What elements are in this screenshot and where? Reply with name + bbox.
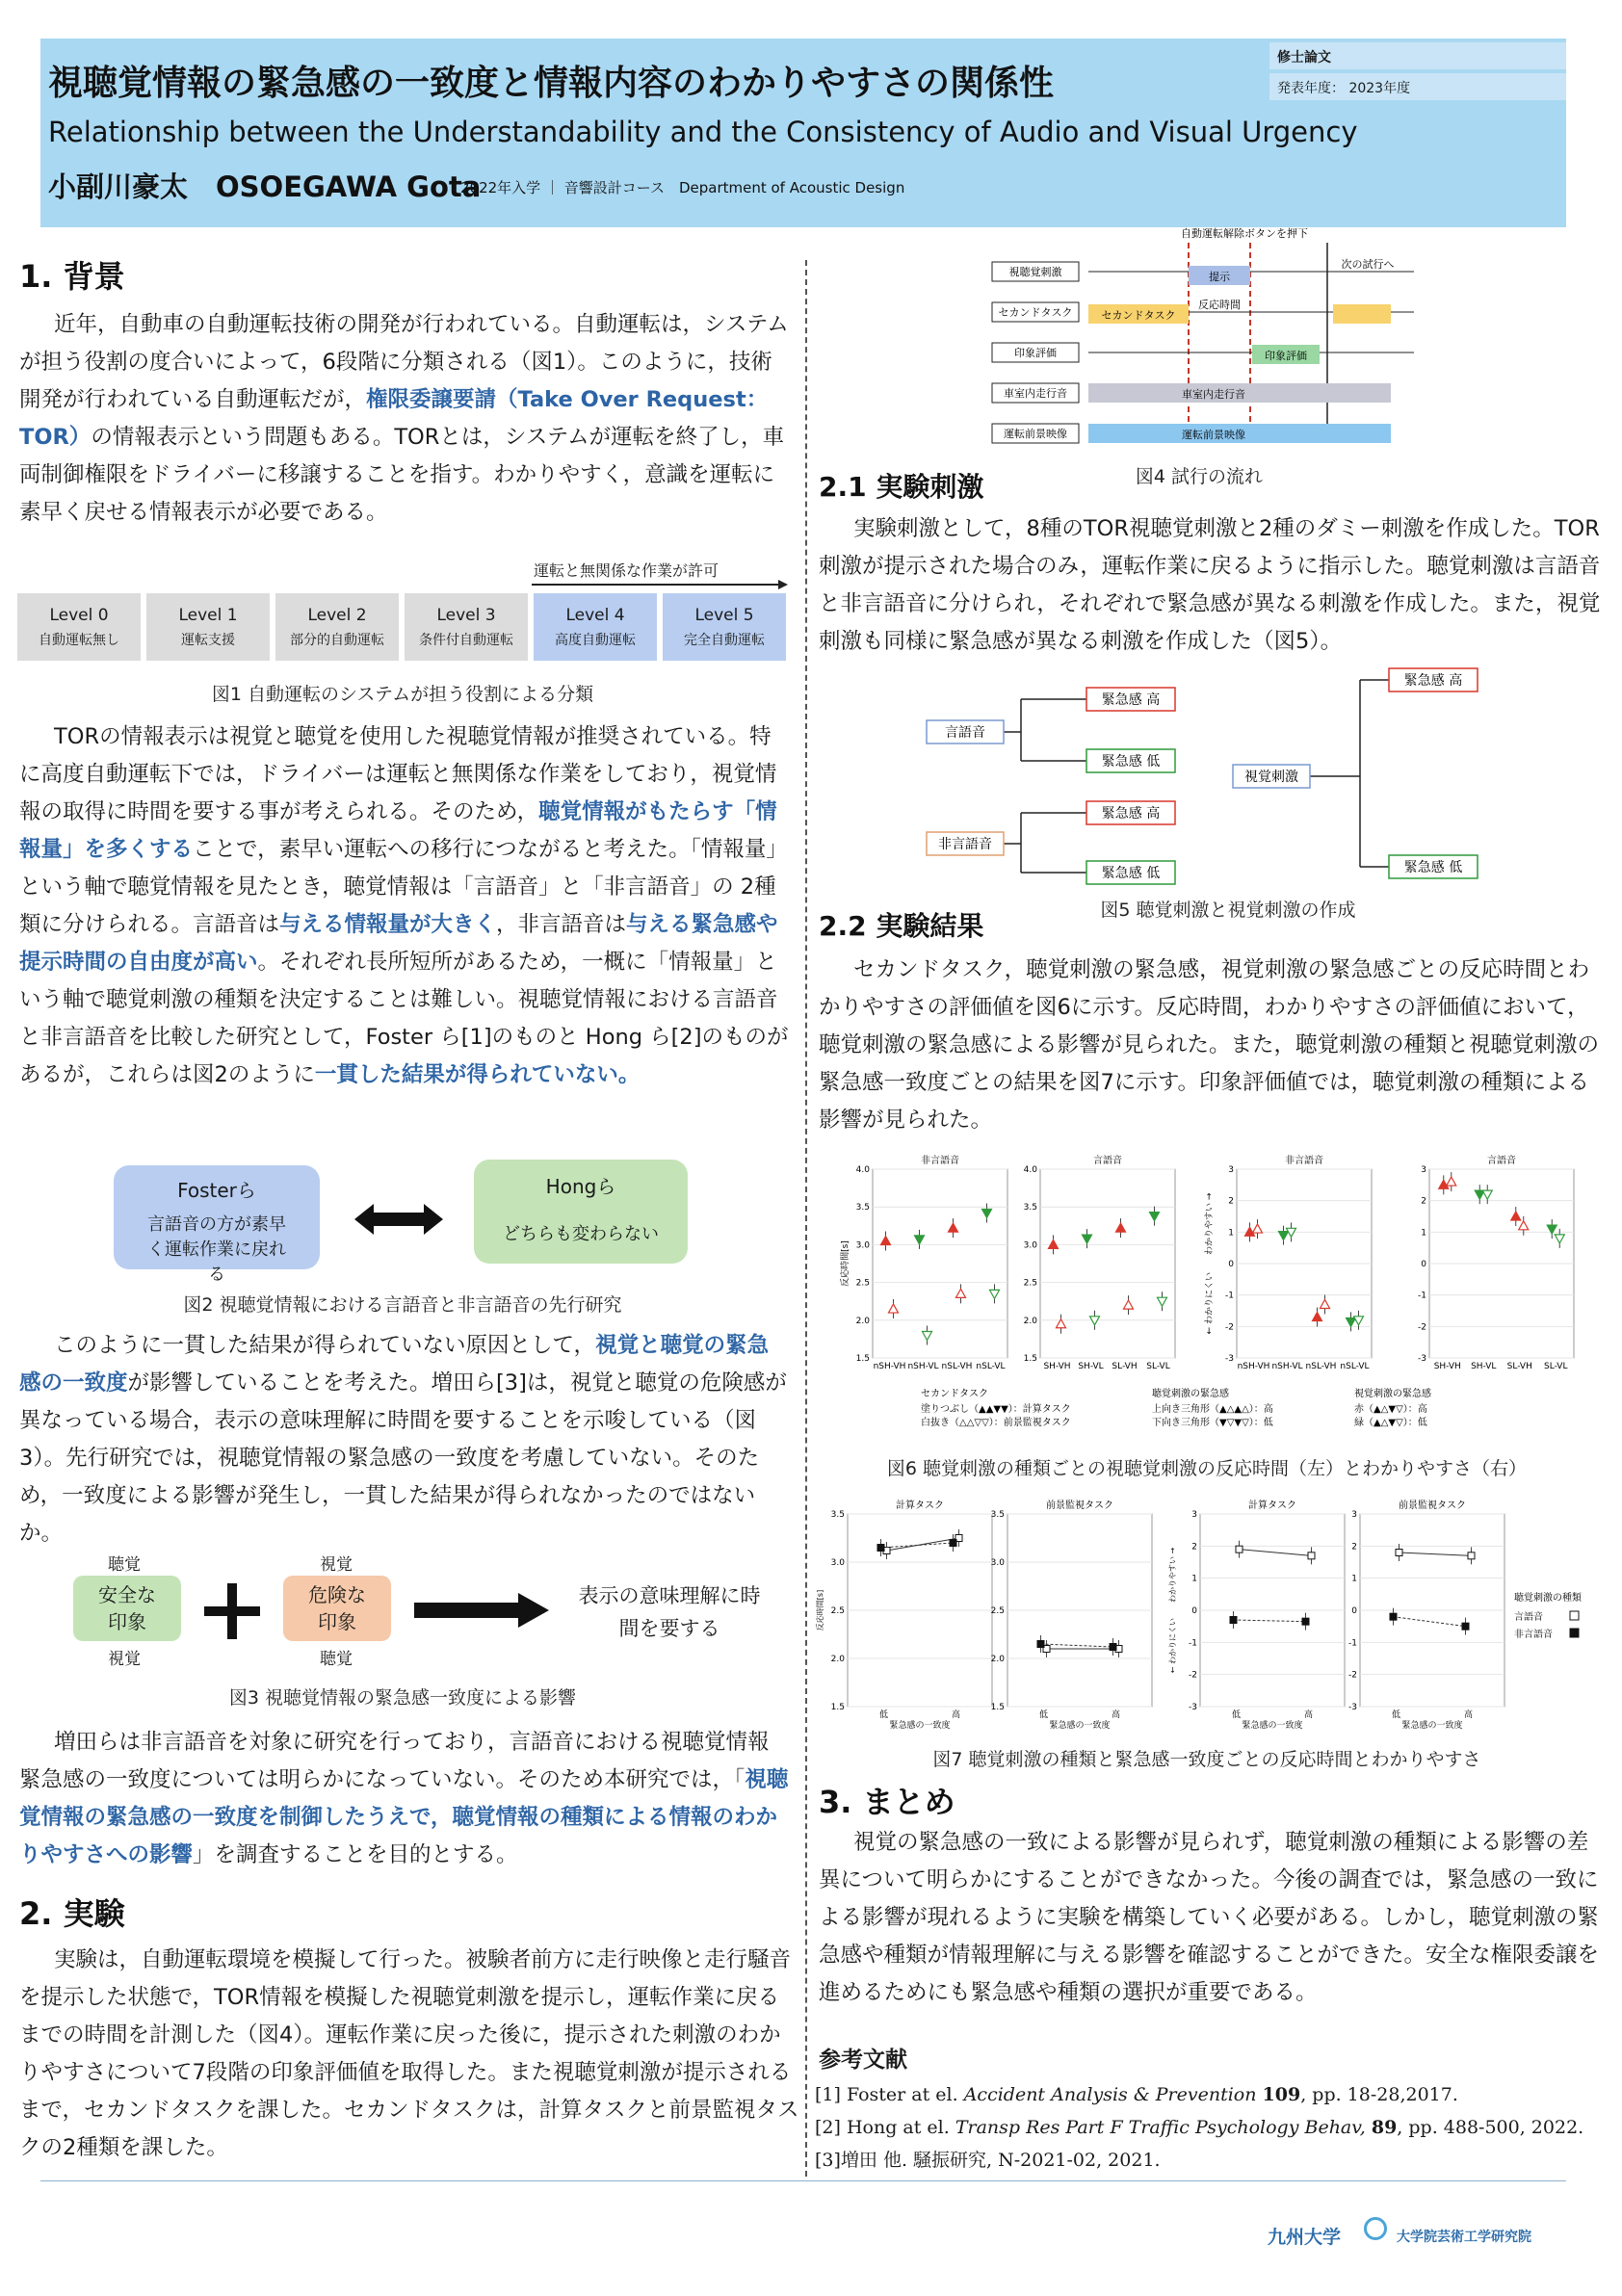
y-axis-label: ← わかりにくい わかりやすい →: [1205, 1192, 1215, 1335]
section2-heading: 2. 実験: [19, 1895, 125, 1932]
legend-item: 上向き三角形（▲△▲△）：高: [1152, 1404, 1273, 1415]
text: ，非言語音は: [496, 912, 627, 937]
fig4-timeline: [982, 227, 1416, 476]
fig2-foster-title: Fosterら: [177, 1179, 256, 1202]
x-tick-label: 低: [1231, 1710, 1242, 1720]
section21-paragraph: 実験刺激として，8種のTOR視聴覚刺激と2種のダミー刺激を作成した。TOR刺激が提示された場合のみ，運転作業に戻るように指示した。聴覚刺激は言語音と非言語音に分けられ，それぞれで緊急感が異なる刺激を作成した。また，視覚刺激も同様に緊急感が異なる刺激を作成した（図5）。: [819, 516, 1601, 654]
y-tick-label: -2: [1189, 1670, 1197, 1681]
fig4-cabin: 車室内走行音: [1182, 388, 1245, 401]
fig2-hong-text: どちらも変わらない: [503, 1224, 659, 1244]
refs-heading: 参考文献: [819, 2048, 907, 2073]
level-box: [275, 593, 399, 661]
ref-text: , pp. 488-500, 2022.: [1397, 2117, 1584, 2138]
y-tick-label: -1: [1225, 1291, 1234, 1301]
poster-title-en: Relationship between the Understandability and the Consistency of Audio and Visual Urgency: [48, 116, 1358, 148]
legend-item: 言語音: [1514, 1612, 1543, 1623]
y-tick-label: 2.0: [855, 1316, 870, 1326]
y-tick-label: 4.0: [855, 1165, 870, 1175]
x-tick-label: 低: [1038, 1710, 1049, 1720]
data-point: [1302, 1618, 1309, 1625]
plot-title: 非言語音: [1285, 1156, 1323, 1166]
thesis-year: 発表年度： 2023年度: [1269, 73, 1566, 100]
y-tick-label: 3: [1421, 1165, 1426, 1175]
footer-school: 大学院芸術工学研究院: [1397, 2230, 1531, 2245]
section3-heading: 3. まとめ: [819, 1784, 955, 1820]
level-box: [17, 593, 141, 661]
x-tick-label: 高: [1463, 1710, 1474, 1720]
x-tick-label: nSH-VL: [907, 1362, 939, 1371]
level-box: [534, 593, 657, 661]
data-point: [1462, 1623, 1469, 1630]
y-tick-label: 3.0: [990, 1558, 1005, 1568]
y-tick-label: 2.5: [1023, 1278, 1037, 1289]
x-tick-label: nSH-VL: [1271, 1362, 1303, 1371]
legend-title: 聴覚刺激の種類: [1514, 1593, 1582, 1604]
y-tick-label: -2: [1225, 1322, 1234, 1333]
y-tick-label: 2: [1191, 1542, 1197, 1552]
x-axis-label: 緊急感の一致度: [1049, 1721, 1111, 1731]
ref-text: [3]増田 他. 騒振研究, N-2021-02, 2021.: [815, 2150, 1161, 2171]
fig5-visual: 視覚刺激: [1244, 770, 1298, 785]
fig5-nonspeech: 非言語音: [938, 837, 992, 852]
fig3-plus-icon: [204, 1583, 260, 1639]
y-tick-label: 2: [1351, 1542, 1357, 1552]
text: 増田らは非言語音を対象に研究を行っており，言語音における視聴覚情報緊急感の一致度については明らかになっていない。そのため本研究では，「: [19, 1730, 770, 1792]
y-tick-label: 3.5: [1023, 1203, 1037, 1213]
legend-item: 緑（▲△▼▽）：低: [1354, 1418, 1427, 1428]
fig5-high: 緊急感 高: [1403, 673, 1463, 689]
ref-vol: 89: [1371, 2117, 1398, 2138]
y-tick-label: 3: [1351, 1510, 1357, 1520]
highlight-text: 聴覚情報がもたらす「情報量」を多くする: [19, 799, 777, 862]
legend-item: 塗りつぶし（▲▲▼▼）：計算タスク: [921, 1404, 1071, 1415]
y-tick-label: -2: [1418, 1322, 1426, 1333]
section21-heading: 2.1 実験刺激: [819, 471, 984, 503]
y-tick-label: -2: [1348, 1670, 1357, 1681]
y-tick-label: 2: [1228, 1196, 1234, 1207]
level-box: [663, 593, 786, 661]
text: このように一貫した結果が得られていない原因として，: [54, 1333, 596, 1358]
x-tick-label: 高: [951, 1710, 961, 1720]
data-point: [1230, 1617, 1237, 1624]
ref-text: [2] Hong at el.: [815, 2117, 955, 2138]
data-point: [1468, 1552, 1475, 1559]
fig3-safe-box: 安全な印象: [73, 1576, 181, 1641]
section3-paragraph: 視覚の緊急感の一致による影響が見られず，聴覚刺激の種類による影響の差異について明らかにすることができなかった。今後の調査では，緊急感の一致による影響が現れるように実験を構築していく必要がある。しかし，聴覚刺激の緊急感や種類が情報理解に与える影響を確認することができた。安全な権限委譲を進めるためにも緊急感や種類の選択が重要である。: [819, 1830, 1600, 2005]
y-tick-label: 2: [1421, 1196, 1426, 1207]
x-tick-label: nSH-VH: [1237, 1362, 1270, 1371]
fig5-high: 緊急感 高: [1101, 692, 1161, 708]
x-tick-label: SL-VH: [1506, 1362, 1532, 1371]
footer-univ: 九州大学: [1268, 2227, 1342, 2248]
fig3-caption: 図3 視聴覚情報の緊急感一致度による影響: [228, 1687, 577, 1709]
fig4-row-label: 車室内走行音: [1004, 387, 1067, 400]
reference-item: [815, 2078, 1600, 2111]
level-desc: 自動運転無し: [39, 633, 119, 648]
y-tick-label: 3.5: [990, 1510, 1005, 1520]
y-tick-label: 1.5: [855, 1354, 870, 1364]
legend-marker: [1570, 1611, 1579, 1620]
footer-logo-icon: [1364, 2217, 1387, 2240]
y-axis-label: 反応時間[s]: [816, 1589, 824, 1631]
y-tick-label: -1: [1418, 1291, 1426, 1301]
section22-heading: 2.2 実験結果: [819, 910, 984, 942]
legend-item: 下向き三角形（▼▽▼▽）：低: [1152, 1418, 1273, 1428]
highlight-text: 視覚と聴覚の緊急感の一致度: [19, 1333, 770, 1396]
fig2-caption: 図2 視聴覚情報における言語音と非言語音の先行研究: [183, 1294, 622, 1316]
legend-item: 白抜き（△△▽▽）：前景監視タスク: [921, 1418, 1071, 1428]
section1-paragraph1: [19, 306, 790, 532]
fig2-foster-text: 言語音の方が素早く運転作業に戻れる: [147, 1214, 286, 1285]
fig5-low: 緊急感 低: [1101, 754, 1161, 770]
y-tick-label: -1: [1189, 1638, 1197, 1649]
section1-paragraph4: [19, 1724, 790, 1874]
x-tick-label: nSL-VH: [941, 1362, 973, 1371]
y-tick-label: 1.5: [990, 1703, 1005, 1712]
level-name: Level 3: [436, 606, 496, 625]
legend-title: セカンドタスク: [921, 1389, 988, 1399]
x-tick-label: SL-VL: [1544, 1362, 1568, 1371]
text: 」を調査することを目的とする。: [193, 1842, 518, 1867]
fig5-high: 緊急感 高: [1101, 806, 1161, 822]
fig5-low: 緊急感 低: [1101, 866, 1161, 881]
x-tick-label: 低: [878, 1710, 889, 1720]
ref-text: , pp. 18-28,2017.: [1300, 2084, 1458, 2105]
y-tick-label: 2.5: [855, 1278, 870, 1289]
y-tick-label: 1: [1351, 1574, 1357, 1584]
x-tick-label: SL-VL: [1146, 1362, 1170, 1371]
fig2-double-arrow: [354, 1202, 443, 1237]
level-name: Level 5: [694, 606, 754, 625]
data-point: [950, 1540, 956, 1547]
highlight-text: 権限委譲要請（Take Over Request：TOR）: [19, 387, 769, 450]
ref-vol: 109: [1262, 2084, 1301, 2105]
references: [815, 2078, 1600, 2177]
legend-title: 聴覚刺激の緊急感: [1152, 1389, 1229, 1399]
x-tick-label: SL-VH: [1112, 1362, 1138, 1371]
ref-text: [1] Foster at el.: [815, 2084, 964, 2105]
y-tick-label: 2.5: [990, 1606, 1005, 1616]
y-tick-label: 3.5: [830, 1510, 845, 1520]
fig6-charts: [815, 1152, 1599, 1470]
level-desc: 高度自動運転: [555, 633, 636, 648]
data-point: [1396, 1550, 1402, 1556]
fig4-video: 運転前景映像: [1182, 429, 1245, 441]
x-axis-label: 緊急感の一致度: [1242, 1721, 1303, 1731]
fig4-caption: 図4 試行の流れ: [1135, 466, 1264, 487]
fig6-caption: 図6 聴覚刺激の種類ごとの視聴覚刺激の反応時間（左）とわかりやすさ（右）: [886, 1458, 1528, 1479]
fig4-next: 次の試行へ: [1341, 258, 1395, 271]
y-tick-label: 2.0: [990, 1655, 1005, 1664]
section1-heading: 1. 背景: [19, 258, 125, 295]
section2-paragraph: 実験は，自動運転環境を模擬して行った。被験者前方に走行映像と走行騒音を提示した状態で，TOR情報を模擬した視聴覚刺激を提示し，運転作業に戻るまでの時間を計測した（図4）。運転作業に戻った後に，提示された刺激のわかりやすさについて7段階の印象評価値を取得した。また視聴覚刺激が提示されるまで，セカンドタスクを課した。セカンドタスクは，計算タスクと前景監視タスクの2種類を課した。: [19, 1947, 799, 2160]
fig2-hong-title: Hongら: [545, 1175, 616, 1198]
y-tick-label: 0: [1421, 1260, 1426, 1269]
plot-title: 言語音: [1487, 1156, 1516, 1166]
y-tick-label: 0: [1228, 1260, 1234, 1269]
x-tick-label: 高: [1303, 1710, 1314, 1720]
y-tick-label: -1: [1348, 1638, 1357, 1649]
fig4-row-label: セカンドタスク: [998, 306, 1073, 319]
y-tick-label: 3.5: [855, 1203, 870, 1213]
fig1-caption: 図1 自動運転のシステムが担う役割による分類: [211, 684, 594, 705]
ref-journal: Accident Analysis & Prevention: [963, 2084, 1257, 2105]
level-box: [146, 593, 270, 661]
level-desc: 運転支援: [181, 633, 235, 648]
level-desc: 条件付自動運転: [419, 633, 513, 648]
y-tick-label: 2.0: [830, 1655, 845, 1664]
level-name: Level 4: [565, 606, 625, 625]
highlight-text: 一貫した結果が得られていない。: [314, 1062, 641, 1087]
level-name: Level 1: [178, 606, 238, 625]
fig3-result: 表示の意味理解に時間を要する: [578, 1584, 761, 1640]
y-tick-label: -3: [1225, 1354, 1234, 1364]
thesis-type: 修士論文: [1269, 42, 1566, 69]
highlight-text: 視聴覚情報の緊急感の一致度を制御したうえで，聴覚情報の種類による情報のわかりやすさへの影響: [19, 1767, 789, 1867]
fig4-impression: 印象評価: [1265, 350, 1307, 362]
y-tick-label: 1: [1228, 1228, 1234, 1239]
fig2-foster-box: [114, 1165, 320, 1285]
text: が影響していることを考えた。増田ら[3]は，視覚と聴覚の危険感が異なっている場合，表示の意味理解に時間を要することを示唆している（図3）。先行研究では，視聴覚情報の緊急感の一致度を考慮していない。そのため，一致度による影響が発生し，一貫した結果が得られなかったのではないか。: [19, 1370, 787, 1546]
fig1-bracket-label: 運転と無関係な作業が許可: [534, 561, 719, 580]
section22-paragraph: セカンドタスク，聴覚刺激の緊急感，視覚刺激の緊急感ごとの反応時間とわかりやすさの評価値を図6に示す。反応時間，わかりやすさの評価値において，聴覚刺激の緊急感による影響が見られた。また，聴覚刺激の種類と視聴覚刺激の緊急感一致度ごとの結果を図7に示す。印象評価値では，聴覚刺激の種類による影響が見られた。: [819, 957, 1600, 1133]
fig3-a-top: 聴覚: [108, 1555, 141, 1575]
level-desc: 部分的自動運転: [290, 633, 384, 648]
x-tick-label: 低: [1391, 1710, 1401, 1720]
data-point: [1236, 1546, 1243, 1552]
text: の情報表示という問題もある。TORとは，システムが運転を終了し，車両制御権限をドライバーに移譲することを指す。わかりやすく，意識を運転に素早く戻せる情報表示が必要である。: [19, 425, 785, 525]
legend-title: 視覚刺激の緊急感: [1354, 1389, 1431, 1399]
x-tick-label: nSH-VH: [873, 1362, 906, 1371]
text: 近年，自動車の自動運転技術の開発が行われている。自動運転は，システムが担う役割の度合いによって，6段階に分類される（図1）。このように，技術開発が行われている自動運転だが，: [19, 312, 789, 412]
level-name: Level 2: [307, 606, 367, 625]
plot-title: 前景監視タスク: [1399, 1500, 1466, 1511]
y-tick-label: 2.5: [830, 1606, 845, 1616]
legend-item: 非言語音: [1514, 1630, 1553, 1640]
level-desc: 完全自動運転: [684, 633, 765, 648]
section1-paragraph3: [19, 1327, 790, 1552]
x-tick-label: 高: [1111, 1710, 1121, 1720]
fig4-row-label: 印象評価: [1014, 347, 1057, 359]
fig3-b-bottom: 聴覚: [320, 1650, 353, 1669]
plot-title: 計算タスク: [896, 1500, 944, 1511]
x-tick-label: nSL-VH: [1305, 1362, 1337, 1371]
plot-title: 前景監視タスク: [1046, 1500, 1113, 1511]
y-tick-label: -3: [1348, 1703, 1357, 1712]
y-tick-label: 1: [1421, 1228, 1426, 1239]
y-tick-label: 3.0: [830, 1558, 845, 1568]
fig4-row-label: 視聴覚刺激: [1008, 266, 1062, 278]
fig5-caption: 図5 聴覚刺激と視覚刺激の作成: [1100, 900, 1356, 921]
highlight-text: 与える情報量が大きく: [279, 912, 497, 937]
y-tick-label: 1.5: [1023, 1354, 1037, 1364]
fig4-second-task: セカンドタスク: [1101, 309, 1176, 322]
column-divider: [805, 260, 807, 2177]
fig4-top-label: 自動運転解除ボタンを押下: [1181, 227, 1308, 240]
fig1-levels: [17, 593, 788, 661]
reference-item: [815, 2144, 1600, 2177]
x-tick-label: nSL-VL: [1340, 1362, 1370, 1371]
fig3-danger-box: 危険な印象: [283, 1576, 391, 1641]
data-point: [1110, 1644, 1116, 1651]
fig4-row-label: 運転前景映像: [1004, 428, 1067, 440]
plot-title: 計算タスク: [1248, 1500, 1296, 1511]
y-tick-label: 3: [1191, 1510, 1197, 1520]
x-tick-label: nSL-VL: [976, 1362, 1006, 1371]
fig7-charts: [815, 1493, 1599, 1751]
fig5-low: 緊急感 低: [1403, 860, 1463, 875]
section1-paragraph2: [19, 718, 790, 1094]
x-tick-label: SH-VH: [1043, 1362, 1071, 1371]
reference-item: [815, 2111, 1600, 2144]
fig4-present: 提示: [1209, 271, 1230, 283]
y-tick-label: 2.0: [1023, 1316, 1037, 1326]
text: ことで，素早い運転への移行につながると考えた。「情報量」という軸で聴覚情報を見たとき，聴覚情報は「言語音」と「非言語音」の 2種類に分けられる。言語音は: [19, 837, 788, 937]
plot-frame: [873, 1169, 1007, 1358]
data-point: [1390, 1613, 1397, 1620]
data-point: [1037, 1641, 1044, 1648]
footer-rule: [40, 2180, 1566, 2181]
data-point: [1308, 1552, 1315, 1559]
y-tick-label: 3: [1228, 1165, 1234, 1175]
fig3-arrow: [414, 1593, 549, 1628]
text: TORの情報表示は視覚と聴覚を使用した視聴覚情報が推奨されている。特に高度自動運転下では，ドライバーは運転と無関係な作業をしており，視覚情報の取得に時間を要する事が考えられる。そのため，: [19, 724, 777, 824]
fig7-caption: 図7 聴覚刺激の種類と緊急感一致度ごとの反応時間とわかりやすさ: [932, 1749, 1481, 1770]
fig5-speech: 言語音: [945, 725, 985, 741]
poster-title-jp: 視聴覚情報の緊急感の一致度と情報内容のわかりやすさの関係性: [48, 64, 1055, 103]
ref-journal: Transp Res Part F Traffic Psychology Behav,: [955, 2117, 1366, 2138]
x-axis-label: 緊急感の一致度: [889, 1721, 951, 1731]
x-tick-label: SH-VL: [1471, 1362, 1497, 1371]
data-point: [877, 1545, 884, 1552]
y-axis-label: ← わかりにくい わかりやすい →: [1168, 1547, 1177, 1674]
fig2-hong-box: [474, 1160, 688, 1264]
y-tick-label: -3: [1189, 1703, 1197, 1712]
fig3-a-bottom: 視覚: [108, 1650, 141, 1669]
author-affiliation: 2022年入学 ｜ 音響設計コース Department of Acoustic Design: [460, 179, 905, 196]
highlight-text: 与える緊急感や提示時間の自由度が高い: [19, 912, 778, 975]
plot-title: 非言語音: [921, 1156, 959, 1166]
x-tick-label: SH-VH: [1433, 1362, 1461, 1371]
y-tick-label: 1.5: [830, 1703, 845, 1712]
y-tick-label: -3: [1418, 1354, 1426, 1364]
legend-marker: [1570, 1629, 1579, 1637]
x-axis-label: 緊急感の一致度: [1401, 1721, 1463, 1731]
x-tick-label: SH-VL: [1078, 1362, 1104, 1371]
y-tick-label: 0: [1351, 1606, 1357, 1616]
y-tick-label: 3.0: [1023, 1240, 1037, 1251]
y-tick-label: 4.0: [1023, 1165, 1037, 1175]
fig3-b-top: 視覚: [320, 1555, 353, 1575]
text: 。それぞれ長所短所があるため，一概に「情報量」という軸で聴覚刺激の種類を決定することは難しい。視聴覚情報における言語音と非言語音を比較した研究として，Foster ら[1]のものと Hong ら[2]のものがあるが，これらは図2のように: [19, 950, 789, 1087]
fig1-bracket-arrow: [530, 578, 790, 591]
y-axis-label: 反応時間[s]: [841, 1240, 850, 1287]
legend-item: 赤（▲△▼▽）：高: [1354, 1404, 1427, 1415]
y-tick-label: 3.0: [855, 1240, 870, 1251]
y-tick-label: 1: [1191, 1574, 1197, 1584]
author-name: 小副川豪太 OSOEGAWA Gota: [48, 170, 482, 203]
plot-title: 言語音: [1093, 1156, 1122, 1166]
y-tick-label: 0: [1191, 1606, 1197, 1616]
level-name: Level 0: [49, 606, 109, 625]
fig5-diagram: [925, 665, 1503, 892]
level-box: [405, 593, 528, 661]
fig4-reaction: 反応時間: [1198, 299, 1241, 311]
